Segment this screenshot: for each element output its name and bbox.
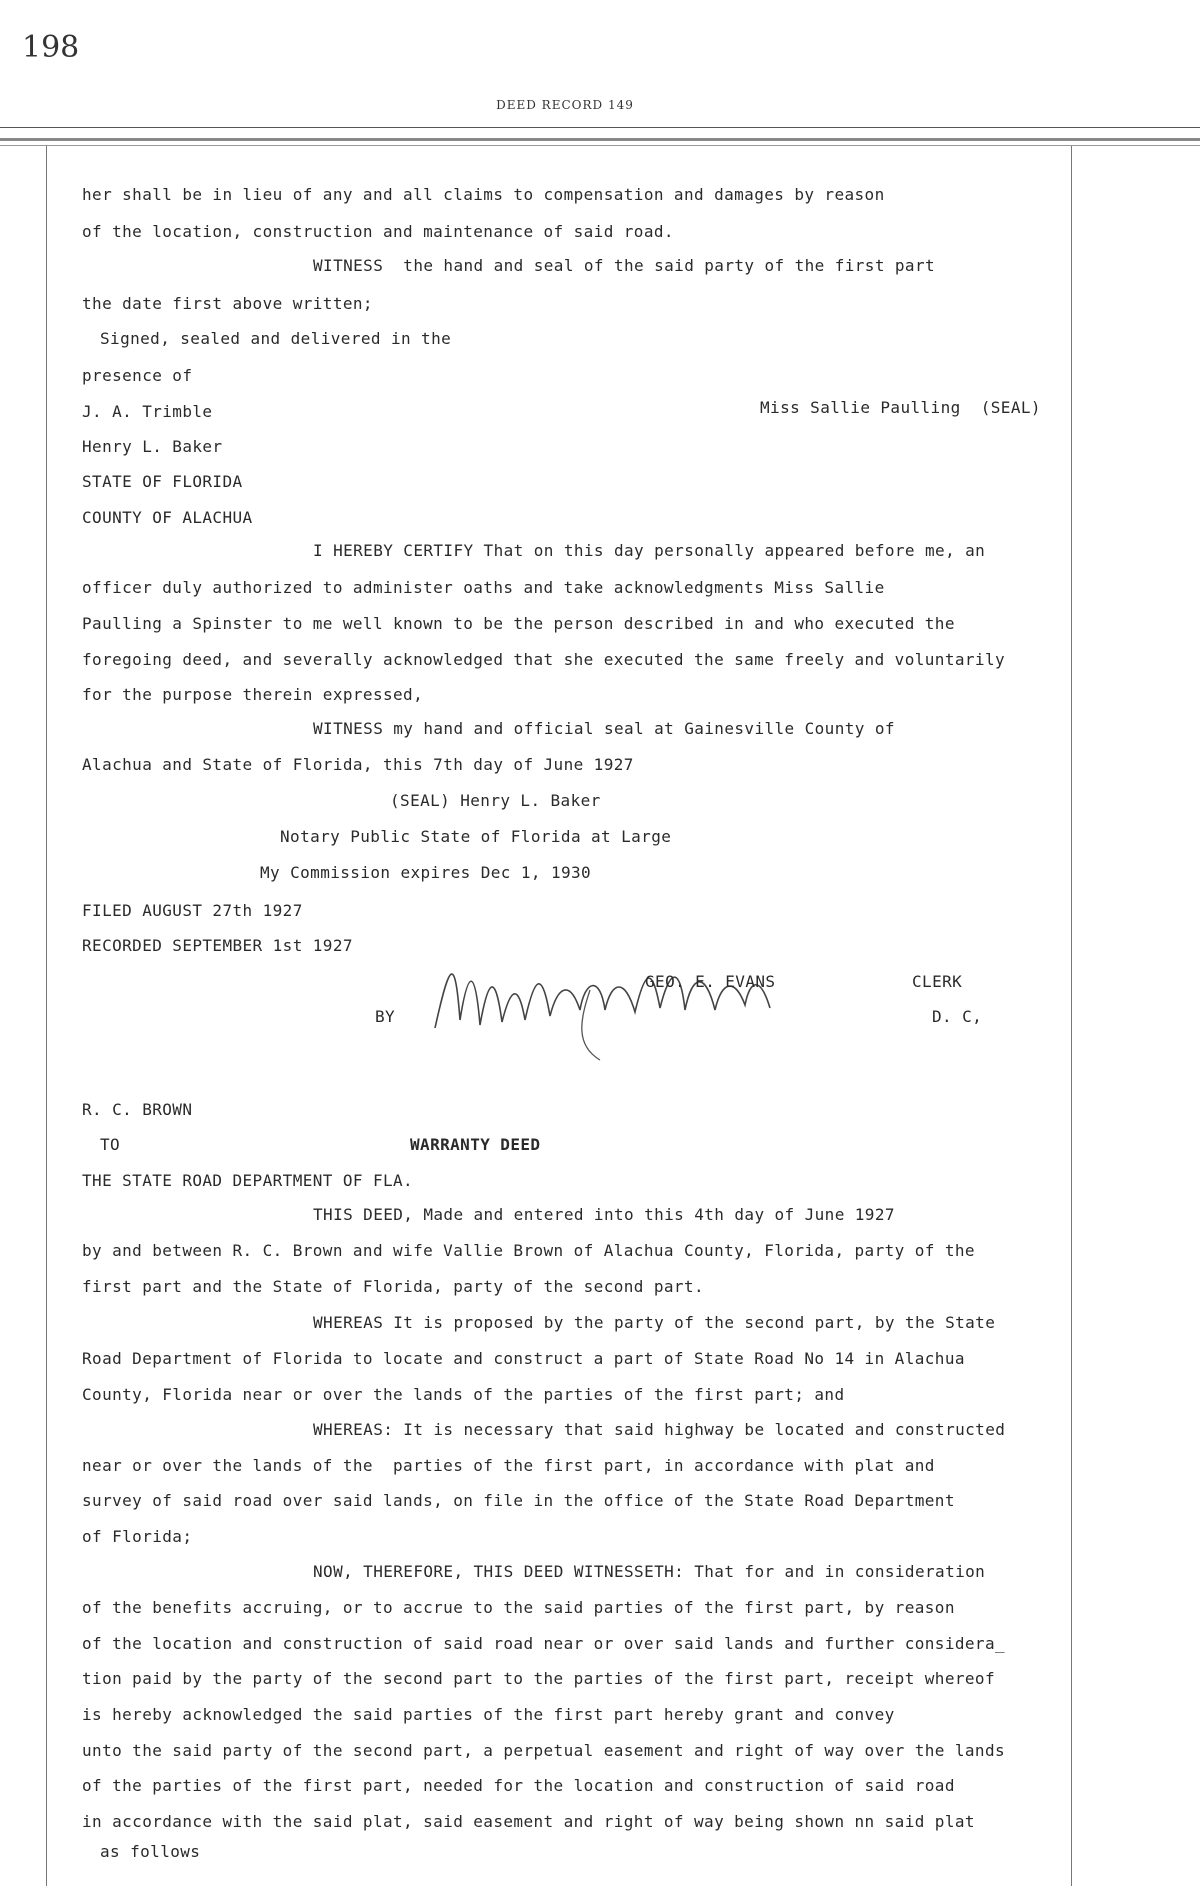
text-line: for the purpose therein expressed, [82,685,424,704]
page-number: 198 [22,30,80,65]
text-line: WITNESS the hand and seal of the said party of the first part [313,256,936,275]
text-line: NOW, THEREFORE, THIS DEED WITNESSETH: That for and in consideration [313,1562,986,1581]
text-line: near or over the lands of the parties of the first part, in accordance with plat and [82,1456,935,1475]
header-double-rule [0,138,1200,141]
header-rule [0,127,1200,128]
witness-name: J. A. Trimble [82,402,213,421]
text-line: presence of [82,366,193,385]
grantee-name: THE STATE ROAD DEPARTMENT OF FLA. [82,1171,414,1190]
text-line: foregoing deed, and severally acknowledged that she executed the same freely and voluntarily [82,650,1006,669]
text-line: WHEREAS: It is necessary that said highway be located and constructed [313,1420,1006,1439]
text-line: by and between R. C. Brown and wife Vallie Brown of Alachua County, Florida, party of the [82,1241,975,1260]
text-line: My Commission expires Dec 1, 1930 [260,863,592,882]
recorded-date: RECORDED SEPTEMBER 1st 1927 [82,936,353,955]
by-label: BY [375,1007,396,1026]
text-line: of the benefits accruing, or to accrue to the said parties of the first part, by reason [82,1598,955,1617]
text-line: of the location, construction and maintenance of said road. [82,222,674,241]
right-margin-line [1071,146,1072,1886]
text-line: THIS DEED, Made and entered into this 4th day of June 1927 [313,1205,895,1224]
text-line: her shall be in lieu of any and all claims to compensation and damages by reason [82,185,885,204]
text-line: Notary Public State of Florida at Large [280,827,672,846]
text-line: STATE OF FLORIDA [82,472,243,491]
filed-date: FILED AUGUST 27th 1927 [82,901,303,920]
text-line: tion paid by the party of the second part to the parties of the first part, receipt whereof [82,1669,995,1688]
text-line: COUNTY OF ALACHUA [82,508,253,527]
grantor-name: R. C. BROWN [82,1100,193,1119]
notary-signature-line: (SEAL) Henry L. Baker [390,791,601,810]
text-line: Signed, sealed and delivered in the [100,329,452,348]
text-line: TO [100,1135,121,1154]
record-book-title: DEED RECORD 149 [496,98,634,112]
clerk-signature-scrawl [430,950,830,1070]
text-line: officer duly authorized to administer oaths and take acknowledgments Miss Sallie [82,578,885,597]
header-rule-lower [0,145,1200,146]
grantor-signature-line: Miss Sallie Paulling (SEAL) [760,398,1041,417]
text-line: first part and the State of Florida, party of the second part. [82,1277,705,1296]
deed-type-title: WARRANTY DEED [410,1135,541,1154]
text-line: in accordance with the said plat, said easement and right of way being shown nn said plat [82,1812,975,1831]
text-line: survey of said road over said lands, on file in the office of the State Road Department [82,1491,955,1510]
text-line: Paulling a Spinster to me well known to be the person described in and who executed the [82,614,955,633]
text-line: Road Department of Florida to locate and construct a part of State Road No 14 in Alachua [82,1349,965,1368]
text-line: I HEREBY CERTIFY That on this day personally appeared before me, an [313,541,986,560]
clerk-title: CLERK [912,972,963,991]
text-line: WITNESS my hand and official seal at Gainesville County of [313,719,895,738]
text-line: is hereby acknowledged the said parties of the first part hereby grant and convey [82,1705,895,1724]
deputy-clerk-label: D. C, [932,1007,983,1026]
clerk-name: GEO. E. EVANS [645,972,776,991]
text-line: the date first above written; [82,294,373,313]
text-line: unto the said party of the second part, a perpetual easement and right of way over the lands [82,1741,1006,1760]
text-line: County, Florida near or over the lands of the parties of the first part; and [82,1385,845,1404]
text-line: of Florida; [82,1527,193,1546]
witness-name: Henry L. Baker [82,437,223,456]
left-margin-line [46,146,47,1886]
text-line: of the location and construction of said road near or over said lands and further considera_ [82,1634,1006,1653]
text-line: as follows [100,1842,201,1861]
text-line: WHEREAS It is proposed by the party of the second part, by the State [313,1313,996,1332]
text-line: Alachua and State of Florida, this 7th day of June 1927 [82,755,634,774]
text-line: of the parties of the first part, needed for the location and construction of said road [82,1776,955,1795]
